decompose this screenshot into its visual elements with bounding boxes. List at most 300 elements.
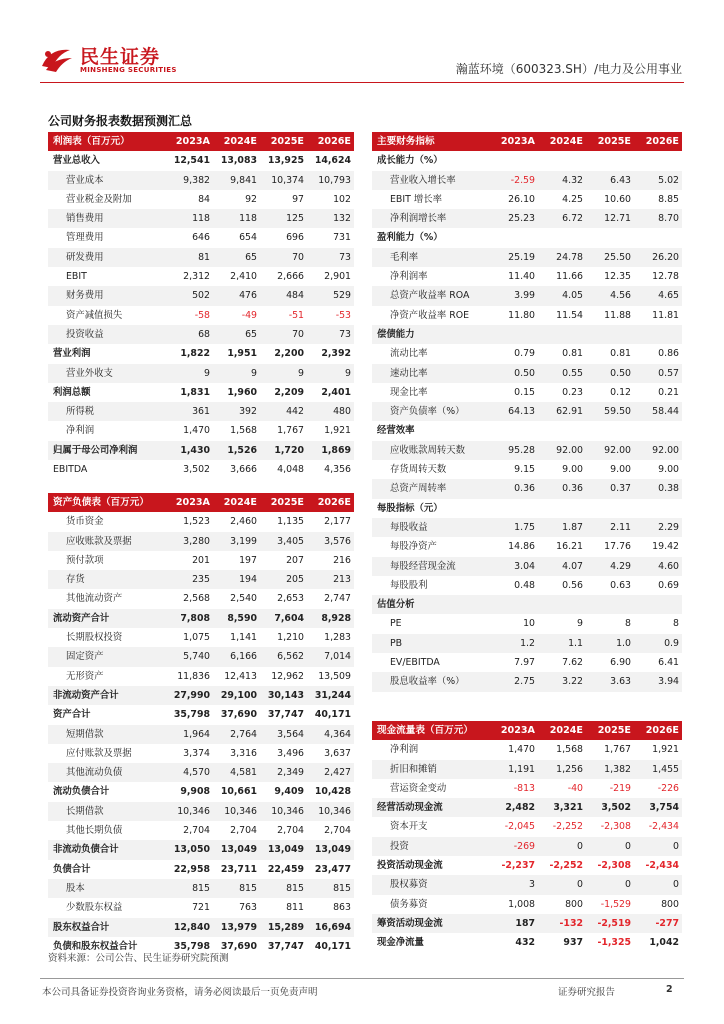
value-cell: 1,430 [166,441,213,460]
value-cell: -53 [335,309,351,321]
value-cell: 8 [673,618,679,630]
table-row [372,672,682,691]
header-divider [40,82,684,83]
value-cell: 10,346 [213,802,260,821]
value-cell: 863 [333,902,351,914]
row-label: 营运资金变动 [390,782,447,794]
value-cell [538,499,586,518]
value-cell: 11.81 [652,309,679,321]
value-cell: 35,798 [173,940,210,952]
value-cell: 23,711 [220,863,257,875]
value-cell: 815 [307,879,354,898]
table-row [48,460,354,479]
row-label: 销售费用 [48,209,166,228]
value-cell: -51 [288,309,304,321]
value-cell: 2,482 [490,798,538,817]
row-label: 资本开支 [390,821,428,833]
table-row [48,441,354,460]
row-label: 总资产周转率 [372,479,490,498]
row-label: EV/EBITDA [390,657,440,669]
value-cell: 3,199 [213,532,260,551]
year-column-header: 2024E [538,721,586,740]
value-cell: 2,427 [307,763,354,782]
table-row [48,667,354,686]
key-financial-ratios-table [372,132,682,692]
value-cell: 4.25 [562,193,583,205]
value-cell: 3,754 [634,798,682,817]
table-row [48,570,354,589]
row-label: 固定资产 [48,647,166,666]
value-cell: 3,405 [260,532,307,551]
row-label: 盈利能力（%） [377,232,443,244]
value-cell: 1.87 [538,518,586,537]
value-cell: 0.69 [658,579,679,591]
table-title: 资产负债表（百万元） [48,493,166,512]
value-cell: 7,014 [307,647,354,666]
value-cell: 2,568 [183,593,210,605]
year-column-header: 2024E [538,132,586,151]
value-cell: 0.79 [514,348,535,360]
table-row [372,740,682,759]
value-cell: -2,519 [586,914,634,933]
value-cell: 2,401 [321,386,351,398]
row-label: 总资产收益率 ROA [372,286,490,305]
value-cell: 6.43 [586,171,634,190]
value-cell: 3.04 [490,557,538,576]
value-cell: 10,793 [307,171,354,190]
row-label: 每股股利 [390,579,428,591]
table-row [372,286,682,305]
row-label: 毛利率 [372,248,490,267]
row-label: 资产合计 [53,709,91,721]
table-row [372,441,682,460]
table-row [48,532,354,551]
row-label: 营业总收入 [53,155,100,167]
table-row [48,879,354,898]
row-label: 速动比率 [372,364,490,383]
value-cell: 12.71 [586,209,634,228]
row-label: 应收账款及票据 [48,532,166,551]
value-cell: -1,529 [600,898,631,910]
value-cell: 31,244 [307,686,354,705]
table-row [372,537,682,556]
value-cell: 11.88 [604,309,631,321]
value-cell: 11.80 [508,309,535,321]
value-cell: 8.85 [658,193,679,205]
value-cell: 37,747 [267,709,304,721]
value-cell: 800 [565,898,583,910]
value-cell: 9 [307,364,354,383]
value-cell: 646 [192,232,210,244]
value-cell: 2,392 [321,348,351,360]
value-cell: 16,694 [307,918,354,937]
value-cell: 1,210 [277,632,304,644]
value-cell [538,421,586,440]
row-label: PB [372,634,490,653]
row-label: 其他长期负债 [66,825,123,837]
value-cell: 10,374 [260,171,307,190]
row-label: 每股收益 [372,518,490,537]
value-cell: 3,637 [324,747,351,759]
value-cell: 12,840 [166,918,213,937]
value-cell: 1,960 [227,386,257,398]
value-cell: -2,237 [501,860,535,872]
value-cell: 0 [538,837,586,856]
value-cell: 26.20 [634,248,682,267]
table-row [372,856,682,875]
value-cell: 118 [213,209,260,228]
value-cell: 1,964 [166,725,213,744]
row-label: PE [390,618,402,630]
value-cell: 1,767 [604,744,631,756]
value-cell: 12,541 [173,155,210,167]
page-title: 公司财务报表数据预测汇总 [48,114,193,128]
footer-report-type: 证券研究报告 [558,987,616,998]
row-label: 筹资活动现金流 [372,914,490,933]
value-cell: 1,921 [652,744,679,756]
value-cell: 0.81 [562,348,583,360]
value-cell [634,499,682,518]
value-cell: 0.57 [634,364,682,383]
table-row [48,647,354,666]
row-label: 负债合计 [53,863,91,875]
value-cell: 0.23 [562,386,583,398]
table-row [372,634,682,653]
value-cell: 529 [307,286,354,305]
value-cell: 1,042 [649,937,679,949]
value-cell: -132 [538,914,586,933]
value-cell: 9.00 [658,464,679,476]
logo-english-name: MINSHENG SECURITIES [80,66,177,74]
value-cell: 13,925 [267,155,304,167]
value-cell: 95.28 [490,441,538,460]
value-cell: 2,653 [277,593,304,605]
row-label: 投资收益 [48,325,166,344]
row-label: 流动负债合计 [53,786,110,798]
value-cell: 7.62 [562,657,583,669]
value-cell: 24.78 [538,248,586,267]
value-cell: 3.22 [538,672,586,691]
value-cell [586,325,634,344]
table-row [372,209,682,228]
value-cell: 6,166 [213,647,260,666]
page-header [0,0,724,90]
value-cell: -2,308 [597,860,631,872]
table-row [372,760,682,779]
row-label: 投资活动现金流 [377,860,443,872]
value-cell: 7.97 [514,657,535,669]
year-column-header: 2025E [586,132,634,151]
table-row [48,421,354,440]
row-label: 预付款项 [66,554,104,566]
value-cell: 68 [166,325,213,344]
value-cell: 3.63 [586,672,634,691]
year-column-header: 2026E [307,493,354,512]
value-cell: 92 [245,193,257,205]
value-cell: 25.23 [490,209,538,228]
year-column-header: 2023A [490,721,538,740]
value-cell [586,228,634,247]
table-header-row [48,493,354,512]
value-cell: -277 [634,914,682,933]
value-cell [586,421,634,440]
table-row [48,286,354,305]
table-row [48,744,354,763]
row-label: 经营效率 [377,425,415,437]
table-row [372,306,682,325]
value-cell: 29,100 [213,686,260,705]
value-cell: 3 [490,875,538,894]
table-row [372,460,682,479]
value-cell: 4,048 [277,464,304,476]
value-cell: 201 [192,554,210,566]
row-label: 研发费用 [48,248,166,267]
row-label: 股权募资 [372,875,490,894]
value-cell: 2,764 [213,725,260,744]
value-cell: 0.56 [562,579,583,591]
value-cell: 2,349 [260,763,307,782]
row-label: 净资产收益率 ROE [390,309,470,321]
value-cell: 10,346 [166,802,213,821]
minsheng-logo [40,40,180,80]
year-column-header: 2026E [307,132,354,151]
value-cell: 197 [239,554,257,566]
value-cell: 1,470 [183,425,210,437]
value-cell: 1,382 [586,760,634,779]
value-cell: 3,496 [277,747,304,759]
table-row [372,779,682,798]
table-title: 利润表（百万元） [48,132,166,151]
value-cell: 118 [166,209,213,228]
value-cell: 1,455 [634,760,682,779]
value-cell: 187 [490,914,538,933]
value-cell: 937 [563,937,583,949]
table-row [372,933,682,952]
value-cell: 4.07 [538,557,586,576]
value-cell: 0.55 [538,364,586,383]
value-cell: 8,928 [307,609,354,628]
value-cell: 17.76 [604,541,631,553]
value-cell [490,228,538,247]
value-cell: 2,666 [277,271,304,283]
value-cell: 13,050 [166,840,213,859]
value-cell: 432 [515,937,535,949]
value-cell: 92.00 [634,441,682,460]
row-label: 营业收入增长率 [372,171,490,190]
value-cell: 3,502 [586,798,634,817]
row-label: 营业成本 [48,171,166,190]
income-statement-table [48,132,354,479]
value-cell: 3,280 [166,532,213,551]
value-cell: 14,624 [314,155,351,167]
value-cell: 2.75 [490,672,538,691]
value-cell [538,151,586,170]
value-cell: 815 [166,879,213,898]
value-cell: 0.86 [658,348,679,360]
value-cell: 1,951 [227,348,257,360]
value-cell: 0 [538,875,586,894]
value-cell: 0.48 [514,579,535,591]
value-cell: 3,374 [183,747,210,759]
row-label: 归属于母公司净利润 [48,441,166,460]
table-row [372,557,682,576]
value-cell [634,421,682,440]
value-cell [634,325,682,344]
table-header-row [372,132,682,151]
row-label: EBIT [66,271,87,283]
table-row [372,595,682,614]
table-row [48,589,354,608]
value-cell [586,595,634,614]
value-cell: 1,256 [538,760,586,779]
value-cell: 9 [213,364,260,383]
row-label: 货币资金 [66,516,104,528]
table-row [372,817,682,836]
value-cell: 0.36 [538,479,586,498]
value-cell: 3,576 [307,532,354,551]
table-row [372,344,682,363]
value-cell: 37,747 [267,940,304,952]
value-cell: 25.50 [586,248,634,267]
value-cell: 11,836 [177,670,210,682]
table-row [48,344,354,363]
minsheng-logo-icon [40,44,74,74]
value-cell: 1,568 [556,744,583,756]
table-row [48,209,354,228]
value-cell: -2,252 [552,821,583,833]
value-cell: 0.21 [658,386,679,398]
value-cell: 7,808 [166,609,213,628]
year-column-header: 2023A [490,132,538,151]
value-cell: 4.32 [538,171,586,190]
table-row [48,383,354,402]
row-label: 债务募资 [390,898,428,910]
row-label: 短期借款 [48,725,166,744]
value-cell: 10,661 [220,786,257,798]
value-cell: 4,364 [307,725,354,744]
value-cell: 1.0 [586,634,634,653]
value-cell: 1,767 [277,425,304,437]
value-cell: 132 [307,209,354,228]
value-cell: 1.1 [538,634,586,653]
table-row [48,705,354,724]
value-cell: 9.15 [514,464,535,476]
value-cell: 13,083 [220,155,257,167]
year-column-header: 2025E [586,721,634,740]
row-label: 财务费用 [48,286,166,305]
value-cell: 0.50 [490,364,538,383]
value-cell: 23,477 [314,863,351,875]
value-cell: 10,346 [307,802,354,821]
value-cell: 442 [260,402,307,421]
cash-flow-statement-table [372,721,682,953]
value-cell: -49 [241,309,257,321]
row-label: 股本 [48,879,166,898]
value-cell: 721 [192,902,210,914]
year-column-header: 2024E [213,132,260,151]
value-cell: 2.29 [634,518,682,537]
table-row [48,306,354,325]
table-row [48,228,354,247]
value-cell: 1,869 [307,441,354,460]
value-cell: 0.50 [586,364,634,383]
value-cell: 11.54 [556,309,583,321]
table-row [372,518,682,537]
logo-chinese-name: 民生证券 [80,46,161,68]
table-row [372,402,682,421]
value-cell: 25.19 [490,248,538,267]
table-row [48,364,354,383]
value-cell [538,595,586,614]
value-cell: 1,523 [183,516,210,528]
row-label: 成长能力（%） [377,155,443,167]
row-label: 营业税金及附加 [66,193,132,205]
value-cell: 9,409 [274,786,304,798]
balance-sheet-table [48,493,354,956]
row-label: 净利润率 [390,271,428,283]
value-cell [586,499,634,518]
value-cell: 3,564 [260,725,307,744]
value-cell: 8 [625,618,631,630]
row-label: 应付账款及票据 [66,747,132,759]
value-cell: 731 [333,232,351,244]
value-cell: 0 [634,837,682,856]
row-label: 折旧和摊销 [372,760,490,779]
value-cell: 696 [286,232,304,244]
year-column-header: 2025E [260,493,307,512]
value-cell: 27,990 [166,686,213,705]
value-cell [490,325,538,344]
value-cell: 4,356 [324,464,351,476]
value-cell: 3,316 [230,747,257,759]
row-label: 估值分析 [372,595,490,614]
table-row [48,860,354,879]
value-cell: 26.10 [508,193,535,205]
value-cell: 1,283 [324,632,351,644]
value-cell: 37,690 [220,709,257,721]
row-label: 净利润 [390,744,419,756]
row-label: 股息收益率（%） [372,672,490,691]
value-cell [490,499,538,518]
value-cell: 0.38 [634,479,682,498]
value-cell: 800 [661,898,679,910]
value-cell: -2,434 [645,860,679,872]
row-label: 非流动资产合计 [48,686,166,705]
footer-divider [40,978,684,979]
data-source-note: 资料来源：公司公告、民生证券研究院预测 [48,953,229,964]
value-cell: -2,045 [504,821,535,833]
value-cell: 2.11 [586,518,634,537]
value-cell: 65 [213,248,260,267]
table-row [372,421,682,440]
row-label: 现金净流量 [377,937,424,949]
row-label: 投资 [372,837,490,856]
value-cell: 14.86 [508,541,535,553]
value-cell [634,595,682,614]
table-row [48,821,354,840]
row-label: 每股经营现金流 [372,557,490,576]
table-row [48,686,354,705]
value-cell: 1,141 [230,632,257,644]
value-cell: 1,470 [508,744,535,756]
value-cell: 13,049 [307,840,354,859]
value-cell: 40,171 [314,940,351,952]
value-cell: 476 [213,286,260,305]
year-column-header: 2023A [166,493,213,512]
row-label: 少数股东权益 [66,902,123,914]
value-cell: 30,143 [260,686,307,705]
value-cell: 654 [239,232,257,244]
